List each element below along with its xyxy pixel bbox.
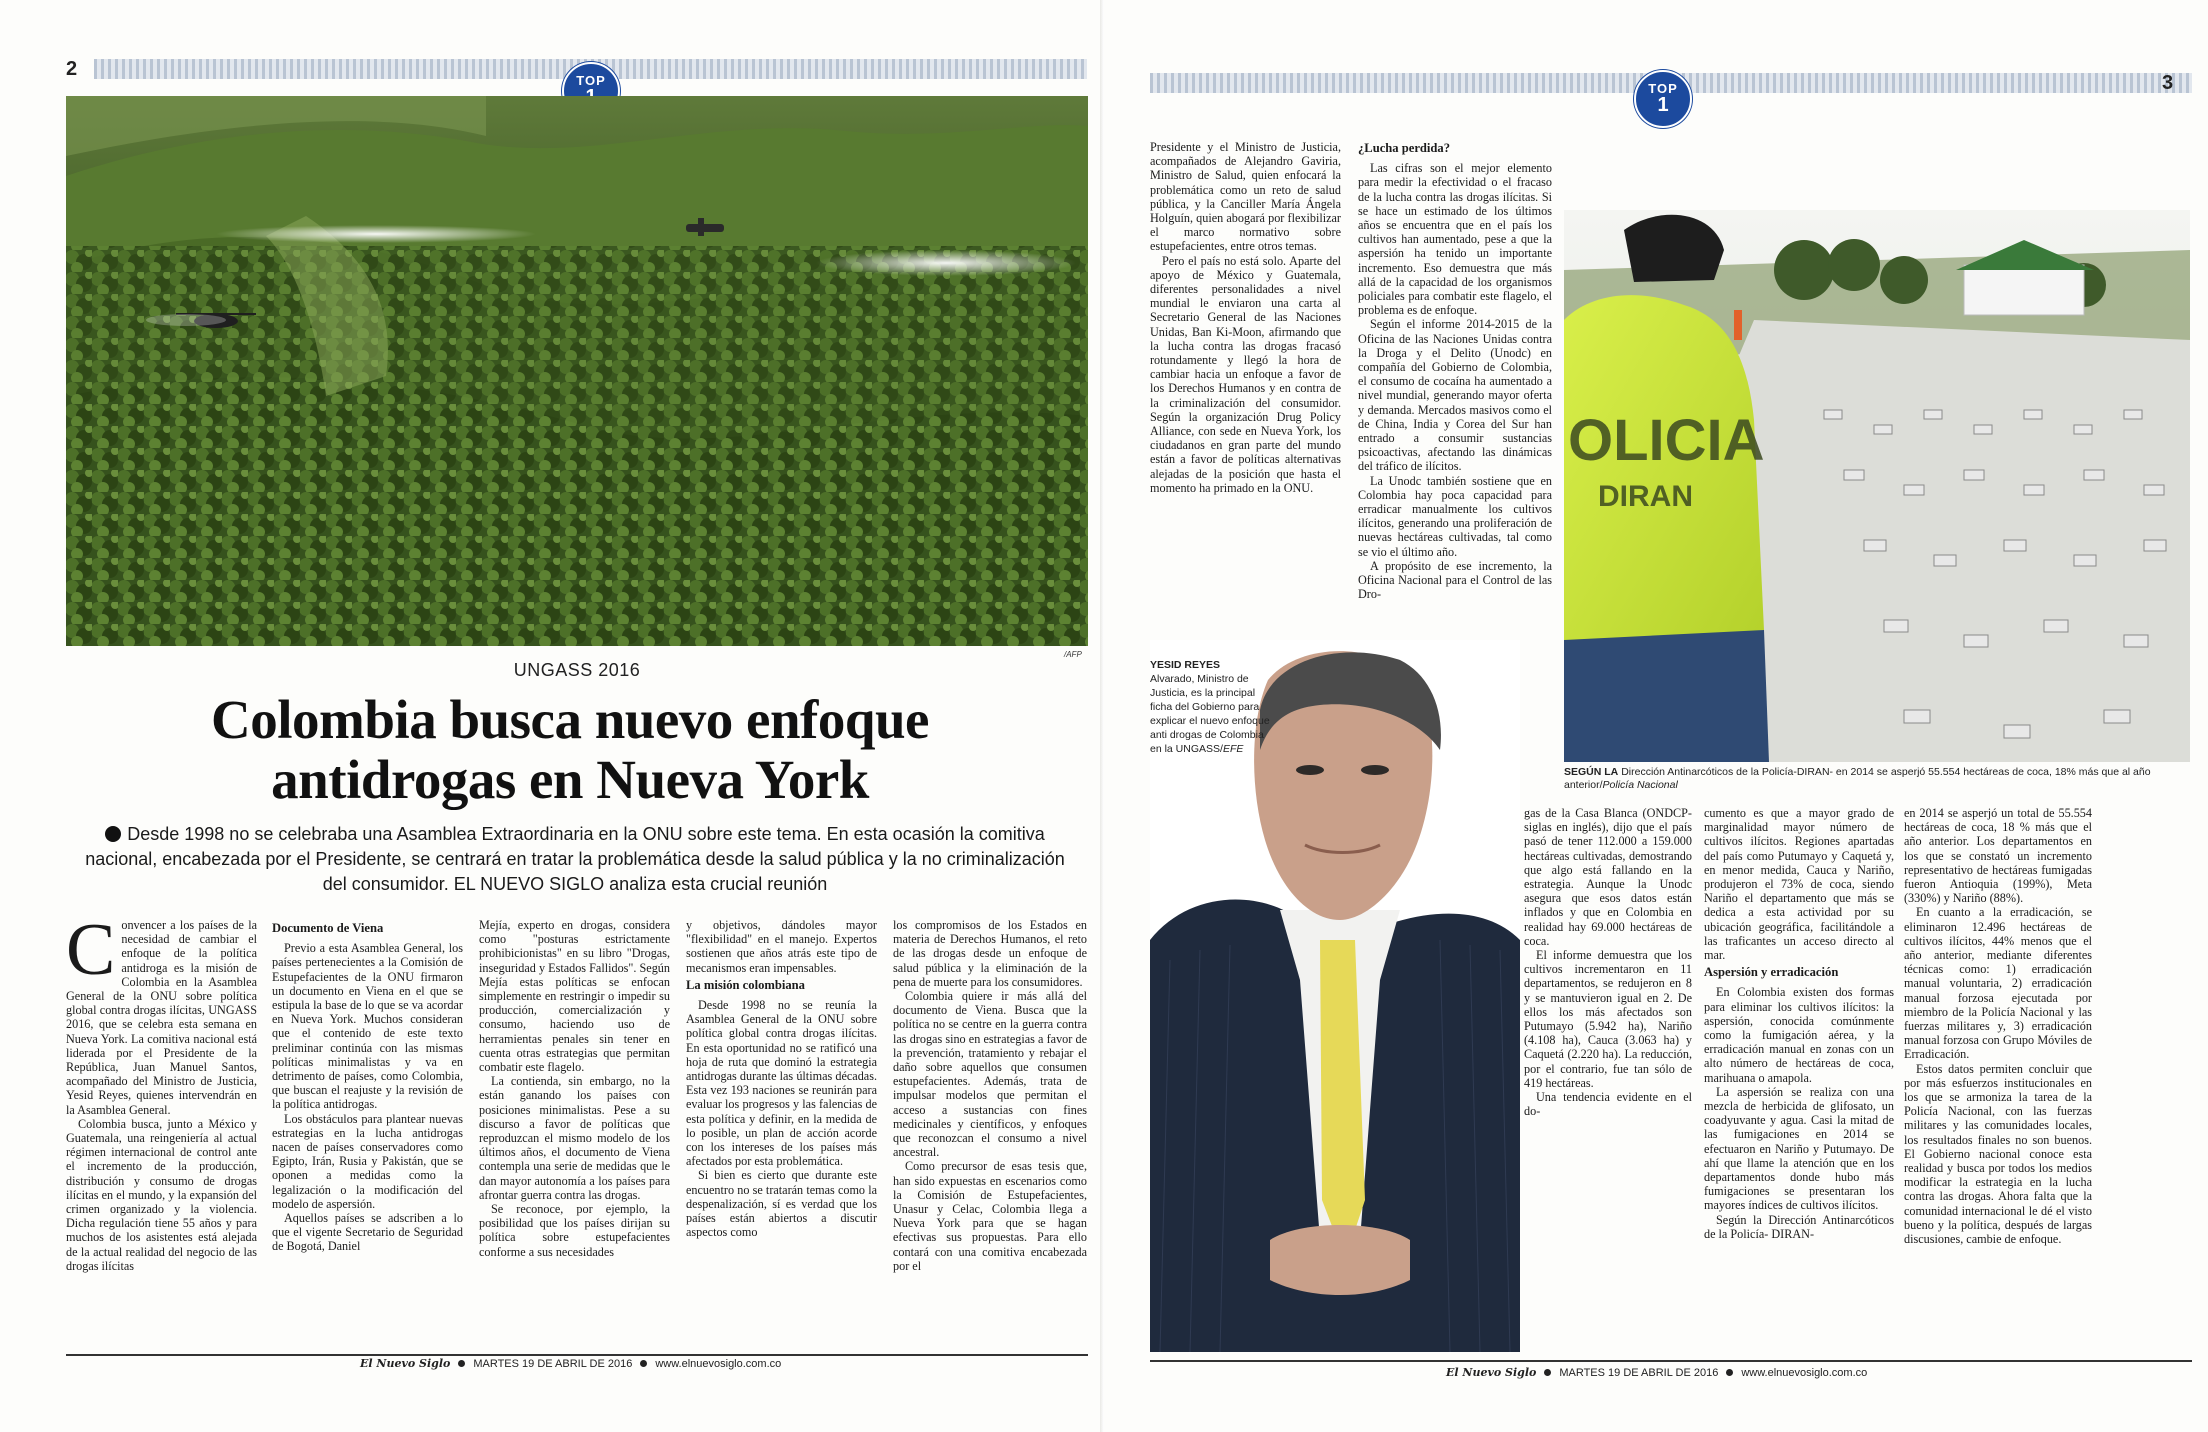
top-badge: TOP 1 <box>1634 70 1692 128</box>
headline: Colombia busca nuevo enfoque antidrogas en Nueva York <box>211 689 929 810</box>
vest-text-policia: OLICIA <box>1568 408 1765 473</box>
aerial-fumigation-photo <box>66 96 1088 646</box>
lead-paragraph: Desde 1998 no se celebraba una Asamblea Extraordinaria en la ONU sobre este tema. En esta ocasión la comitiva nacional, encabezada por el Presidente, se centrará en tratar la problemática desde la salud pública y la no criminalización del consumidor. EL NUEVO SIGLO analiza esta crucial reunión <box>85 824 1065 894</box>
article-column-2: ¿Lucha perdida? Las cifras son el mejor elemento para medir la efectividad o el fracaso de la lucha contra las drogas ilícitas. Si se hace un estimado de los últimos años se encuentra que en el país los cultivos han aumentado, pese a que la aspersión ha tenido un importante incremento. Eso demuestra que más allá de la capacidad de los organismos policiales para combatir este flagelo, el problema es de enfoque. Según el informe 2014-2015 de la Oficina de las Naciones Unidas contra la Droga y el Delito (Unodc) en compañía del Gobierno de Colombia, el consumo de cocaína ha aumentado a nivel mundial, generando mayor oferta y demanda. Mercados masivos como el de China, India y Corea del Sur han entrado a consumir sustancias psicoactivas, afectando las dinámicas del tráfico de ilícitos. La Unodc también sostiene que en Colombia hay poca capacidad para erradicar manualmente los cultivos ilícitos, generando una proliferación de nuevas hectáreas cultivadas, tal como se vio el último año. A propósito de ese incremento, la Oficina Nacional para el Control de las Dro- <box>1358 141 1552 602</box>
police-photo-caption: SEGÚN LA Dirección Antinarcóticos de la Policía-DIRAN- en 2014 se asperjó 55.554 hectáreas de coca, 18% más que al año anterior/Policía Nacional <box>1564 766 2151 791</box>
page-number: 2 <box>66 58 78 80</box>
article-column-1: Convencer a los países de la necesidad de cambiar el enfoque de la política antidroga es la misión de Colombia en la Asamblea General de la ONU sobre política global contra drogas ilícitas, UNGASS 2016, que se celebra esta semana en Nueva York. La comitiva nacional está liderada por el Presidente de la República, Juan Manuel Santos, acompañado del Ministro de Justicia, Yesid Reyes, quienes intervendrán en la Asamblea General. Colombia busca, junto a México y Guatemala, una reingeniería al actual régimen internacional de control ante el incremento de la producción, distribución y consumo de drogas ilícitas en el mundo, y la expansión del crimen organizado y la violencia. Dicha regulación tiene 55 años y para muchos de los asistentes está alejada de la actual realidad del negocio de las drogas ilícitas <box>66 918 257 1273</box>
right-page <box>1104 0 2208 1432</box>
subhead: Aspersión y erradicación <box>1704 965 1839 980</box>
vest-text-diran: DIRAN <box>1598 480 1693 513</box>
footer-url: www.elnuevosiglo.com.co <box>1741 1366 1868 1379</box>
police-photo <box>1564 210 2190 762</box>
page-number: 3 <box>2162 72 2174 94</box>
footer-rule <box>66 1354 1088 1356</box>
article-column-5: en 2014 se asperjó un total de 55.554 hectáreas de coca, 18 % más que el año anterior. Los departamentos en los que se constató un incremento representativo de hectáreas fumigadas fueron Antioquia (199%), Meta (330%) y Nariño (88%). En cuanto a la erradicación, se eliminaron 12.496 hectáreas de cultivos ilícitos, 44% menos que el año anterior, mediante diferentes técnicas como: 1) erradicación manual voluntaria, 2) erradicación manual forzosa ejecutada por miembro de la Policía Nacional y las fuerzas militares y, 3) erradicación manual forzosa con Grupo Móviles de Erradicación. Estos datos permiten concluir que por más esfuerzos institucionales en los que se armoniza la tarea de la Policía Nacional, con las fuerzas militares y las comunidades locales, los resultados finales no son buenos. El Gobierno nacional conoce esta realidad y busca por todos los medios modificar la estrategia en la lucha contra las drogas. Ahora falta que la comunidad internacional le dé el visto bueno y la política, después de largas discusiones, cambie de enfoque. <box>1904 806 2092 1247</box>
page-footer: El Nuevo Siglo MARTES 19 DE ABRIL DE 2016 www.elnuevosiglo.com.co <box>360 1357 782 1370</box>
portrait-caption: YESID REYES Alvarado, Ministro de Justicia, es la principal ficha del Gobierno para explicar el nuevo enfoque anti drogas de Colombia en la UNGASS/EFE <box>1150 659 1270 755</box>
caption-name: YESID REYES <box>1150 659 1221 671</box>
drop-cap: C <box>66 918 116 991</box>
page-footer: El Nuevo Siglo MARTES 19 DE ABRIL DE 2016 www.elnuevosiglo.com.co <box>1446 1366 1868 1379</box>
footer-url: www.elnuevosiglo.com.co <box>655 1357 782 1370</box>
article-column-3: gas de la Casa Blanca (ONDCP-siglas en inglés), dijo que el país pasó de tener 112.000 a 159.000 hectáreas cultivadas, demostrando que algo está fallando en la estrategia. Aunque la Unodc asegura que esos datos están inflados y que en Colombia en realidad hay 69.000 hectáreas de coca. El informe demuestra que los cultivos incrementaron en 11 departamentos, se redujeron en 8 y se mantuvieron igual en 2. De ellos los más afectados son Putumayo (5.942 ha), Nariño (4.108 ha), Cauca (3.063 ha) y Caquetá (2.220 ha). La reducción, por el contrario, fue tan sólo de 419 hectáreas. Una tendencia evidente en el do- <box>1524 806 1692 1119</box>
subhead: ¿Lucha perdida? <box>1358 141 1451 155</box>
subhead: La misión colombiana <box>686 977 805 992</box>
article-column-3: Mejía, experto en drogas, considera como "posturas estrictamente prohibicionistas" en su libro "Drogas, inseguridad y Estados Fallidos". Según Mejía estas políticas se enfocan simplemente en restringir o impedir su producción, comercialización y consumo, haciendo uso de herramientas penales sin tener en cuenta otras estrategias que permitan combatir este flagelo. La contienda, sin embargo, no la están ganando los países con posiciones minimalistas. Pese a su discurso a favor de políticas que reproduzcan el mismo modelo de los últimos años, el documento de Viena contempla una serie de medidas que le dan mayor autonomía a los países para afrontar guerra contra las drogas. Se reconoce, por ejemplo, la posibilidad que los países dirijan su política sobre estupefacientes conforme a sus necesidades <box>479 918 670 1259</box>
photo-credit: /AFP <box>1064 650 1082 659</box>
bullet-icon <box>105 826 121 842</box>
article-column-2: Documento de Viena Previo a esta Asamblea General, los países pertenecientes a la Comisión de Estupefacientes de la ONU firmaron un documento en Viena en el que se estipula la base de lo que se va acordar en Nueva York. Muchos consideran que el contenido de este texto preliminar continúa con las mismas políticas minimalistas y va en detrimento de países, como Colombia, que buscan el reajuste y la revisión de la política antidrogas. Los obstáculos para plantear nuevas estrategias en la lucha antidrogas nacen de países conservadores como Egipto, Irán, Rusia y Pakistán, que se oponen a medidas como la legalización o la modificación del modelo de aspersión. Aquellos países se adscriben a lo que el vigente Secretario de Seguridad de Bogotá, Daniel <box>272 921 463 1254</box>
article-column-5: los compromisos de los Estados en materia de Derechos Humanos, el reto de las drogas desde un enfoque de salud pública y la eliminación de la pena de muerte para los consumidores. Colombia quiere ir más allá del documento de Viena. Busca que la política no se centre en la guerra contra las drogas sino en estrategias a favor de la prevención, tratamiento y rebajar el daño sobre aquellos que consumen estupefacientes. Además, trata de impulsar modelos que permitan el acceso a sustancias con fines medicinales y científicos, y enfoques que reconozcan el consumo a nivel ancestral. Como precursor de esas tesis que, han sido expuestas en escenarios como la Comisión de Estupefacientes, Unasur y Celac, Colombia llega a Nueva York para que se hagan efectivas sus propuestas. Para ello contará con una comitiva encabezada por el <box>893 918 1087 1273</box>
footer-rule <box>1150 1360 2192 1362</box>
subhead: Documento de Viena <box>272 921 384 935</box>
kicker: UNGASS 2016 <box>513 660 641 680</box>
top-badge: TOP <box>562 62 620 120</box>
article-column-4: cumento es que a mayor grado de marginalidad mayor número de cultivos ilícitos. Regiones apartadas del país como Putumayo y Caquetá y, en menor medida, Cauca y Nariño, produjeron el 73% de coca, siendo Nariño el departamento que más se dedica a esta actividad por su ubicación geográfica, facilitándole a las traficantes un acceso directo al mar. Aspersión y erradicación En Colombia existen dos formas para eliminar los cultivos ilícitos: la aspersión, conocida comúnmente como la fumigación aérea, y la erradicación manual en zonas con un alto número de hectáreas de coca, marihuana o amapola. La aspersión se realiza con una mezcla de herbicida de glifosato, un coadyuvante y agua. Casi la mitad de las fumigaciones en 2014 se efectuaron en Nariño y Putumayo. De ahí que llame la atención que en los departamentos donde hubo más fumigaciones se presentaran los mayores índices de cultivos ilícitos. Según la Dirección Antinarcóticos de la Policía- DIRAN- <box>1704 806 1894 1241</box>
article-column-1: Presidente y el Ministro de Justicia, acompañados de Alejandro Gaviria, Ministro de Salud, quien enfocará la problemática como un reto de salud pública, y la Canciller María Ángela Holguín, quien abogará por flexibilizar el marco normativo sobre estupefacientes, entre otros temas. Pero el país no está solo. Aparte del apoyo de México y Guatemala, diferentes personalidades a nivel mundial le enviaron una carta al Secretario General de las Naciones Unidas, Ban Ki-Moon, afirmando que la lucha contra las drogas fracasó rotundamente y llegó la hora de cambiar hacia un enfoque a favor de los Derechos Humanos y en contra de la criminalización del consumidor. Según la organización Drug Policy Alliance, con sede en Nueva York, los ciudadanos en gran parte del mundo están a favor de políticas alternativas alejadas de la posición que hasta el momento ha primado en la ONU. <box>1150 140 1341 495</box>
article-column-4: y objetivos, dándoles mayor "flexibilidad" en el manejo. Expertos sostienen que años atrás este tipo de mecanismos eran impensables. La misión colombiana Desde 1998 no se reunía la Asamblea General de la ONU sobre política global contra drogas ilícitas. En esta oportunidad no se ratificó una hoja de ruta que dominó la estrategia antidrogas durante las últimas décadas. Esta vez 193 naciones se reunirán para evaluar los progresos y las falencias de esta política y definir, en la medida de lo posible, un plan de acción acorde con los intereses de los países más afectados por esta problemática. Si bien es cierto que durante este encuentro no se tratarán temas como la despenalización, sí es verdad que los países están abiertos a discutir aspectos como <box>686 918 877 1240</box>
